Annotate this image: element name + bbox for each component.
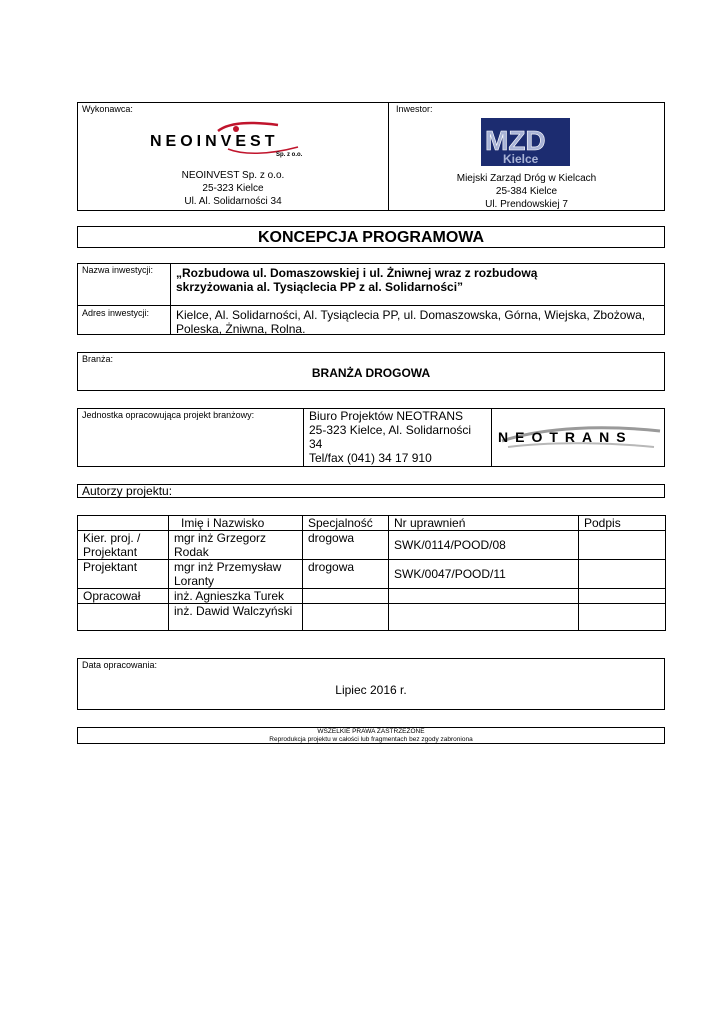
neotrans-logo bbox=[494, 421, 664, 453]
design-unit-line2: 25-323 Kielce, Al. Solidarności bbox=[309, 423, 472, 437]
page-title: KONCEPCJA PROGRAMOWA bbox=[257, 229, 485, 246]
header-box bbox=[77, 102, 665, 211]
authors-label: Autorzy projektu: bbox=[82, 484, 173, 498]
author-license: SWK/0047/POOD/11 bbox=[389, 560, 579, 589]
neotrans-logo-text: NEOTRANS bbox=[498, 429, 633, 445]
rights-line1: WSZELKIE PRAWA ZASTRZEŻONE bbox=[317, 728, 425, 735]
date-box bbox=[77, 658, 665, 710]
header-role bbox=[78, 516, 169, 531]
branch-label: Branża: bbox=[82, 354, 114, 364]
date-value: Lipiec 2016 r. bbox=[335, 683, 407, 697]
table-row bbox=[78, 604, 666, 631]
author-specialty: drogowa bbox=[303, 531, 389, 560]
author-name: mgr inż Przemysław Loranty bbox=[169, 560, 303, 589]
neoinvest-logo-sub: Sp. z o.o. bbox=[276, 152, 303, 158]
title-box bbox=[77, 226, 665, 248]
author-name: inż. Agnieszka Turek bbox=[169, 589, 303, 604]
author-signature bbox=[579, 589, 666, 604]
branch-box bbox=[77, 352, 665, 391]
author-specialty bbox=[303, 604, 389, 631]
author-signature bbox=[579, 604, 666, 631]
author-license: SWK/0114/POOD/08 bbox=[389, 531, 579, 560]
mzd-logo-text: MZD bbox=[485, 125, 546, 156]
design-unit-line1: Biuro Projektów NEOTRANS bbox=[309, 409, 464, 423]
header-name: Imię i Nazwisko bbox=[169, 516, 303, 531]
header-license: Nr uprawnień bbox=[389, 516, 579, 531]
author-role: Projektant bbox=[78, 560, 169, 589]
design-unit-line3: 34 bbox=[309, 437, 323, 451]
investment-name-label: Nazwa inwestycji: bbox=[82, 265, 154, 275]
author-specialty bbox=[303, 589, 389, 604]
design-unit-address bbox=[309, 409, 489, 465]
investment-divider-v bbox=[170, 264, 171, 334]
author-role: Kier. proj. / Projektant bbox=[78, 531, 169, 560]
header-signature: Podpis bbox=[579, 516, 666, 531]
neoinvest-logo-text: NEOINVEST bbox=[150, 133, 279, 150]
authors-heading-box bbox=[77, 484, 665, 498]
contractor-address bbox=[78, 169, 388, 208]
author-signature bbox=[579, 531, 666, 560]
author-role: Opracował bbox=[78, 589, 169, 604]
design-unit-box bbox=[77, 408, 665, 467]
author-license bbox=[389, 589, 579, 604]
investor-street: Ul. Prendowskiej 7 bbox=[485, 199, 568, 210]
investment-divider-h bbox=[78, 305, 664, 306]
contractor-city: 25-323 Kielce bbox=[202, 183, 264, 194]
design-unit-label: Jednostka opracowująca projekt branżowy: bbox=[82, 410, 255, 420]
design-unit-divider-2 bbox=[491, 409, 492, 466]
investment-name bbox=[176, 266, 661, 294]
investment-address-line1: Kielce, Al. Solidarności, Al. Tysiąclecia PP, ul. Domaszowska, Górna, Wiejska, Zbożowa, bbox=[176, 308, 646, 322]
author-license bbox=[389, 604, 579, 631]
investment-address-label: Adres inwestycji: bbox=[82, 308, 150, 318]
branch-value: BRANŻA DROGOWA bbox=[311, 366, 431, 380]
contractor-label: Wykonawca: bbox=[82, 104, 133, 114]
investment-box bbox=[77, 263, 665, 335]
table-row bbox=[78, 589, 666, 604]
investor-label: Inwestor: bbox=[396, 104, 433, 114]
investment-address-line2: Poleska, Żniwna, Rolna. bbox=[176, 322, 306, 336]
author-name: mgr inż Grzegorz Rodak bbox=[169, 531, 303, 560]
investor-name: Miejski Zarząd Dróg w Kielcach bbox=[456, 173, 597, 184]
author-signature bbox=[579, 560, 666, 589]
mzd-logo bbox=[481, 118, 570, 166]
table-row bbox=[78, 531, 666, 560]
design-unit-divider-1 bbox=[303, 409, 304, 466]
investor-city: 25-384 Kielce bbox=[495, 186, 558, 197]
neoinvest-logo bbox=[148, 119, 318, 159]
rights-line2: Reprodukcja projektu w całości lub fragmentach bez zgody zabroniona bbox=[269, 735, 473, 743]
author-specialty: drogowa bbox=[303, 560, 389, 589]
table-row bbox=[78, 560, 666, 589]
investor-address bbox=[389, 172, 664, 211]
author-name: inż. Dawid Walczyński bbox=[169, 604, 303, 631]
investment-name-line2: skrzyżowania al. Tysiąclecia PP z al. Solidarności” bbox=[176, 280, 464, 294]
contractor-street: Ul. Al. Solidarności 34 bbox=[184, 196, 282, 207]
contractor-name: NEOINVEST Sp. z o.o. bbox=[181, 170, 285, 181]
design-unit-line4: Tel/fax (041) 34 17 910 bbox=[309, 451, 432, 465]
investment-address bbox=[176, 308, 661, 336]
mzd-logo-sub: Kielce bbox=[503, 152, 539, 166]
date-label: Data opracowania: bbox=[82, 660, 158, 670]
investment-name-line1: „Rozbudowa ul. Domaszowskiej i ul. Żniwnej wraz z rozbudową bbox=[176, 266, 538, 280]
header-specialty: Specjalność bbox=[303, 516, 389, 531]
authors-table bbox=[77, 515, 666, 631]
rights-footer bbox=[77, 727, 665, 744]
author-role bbox=[78, 604, 169, 631]
authors-table-header bbox=[78, 516, 666, 531]
